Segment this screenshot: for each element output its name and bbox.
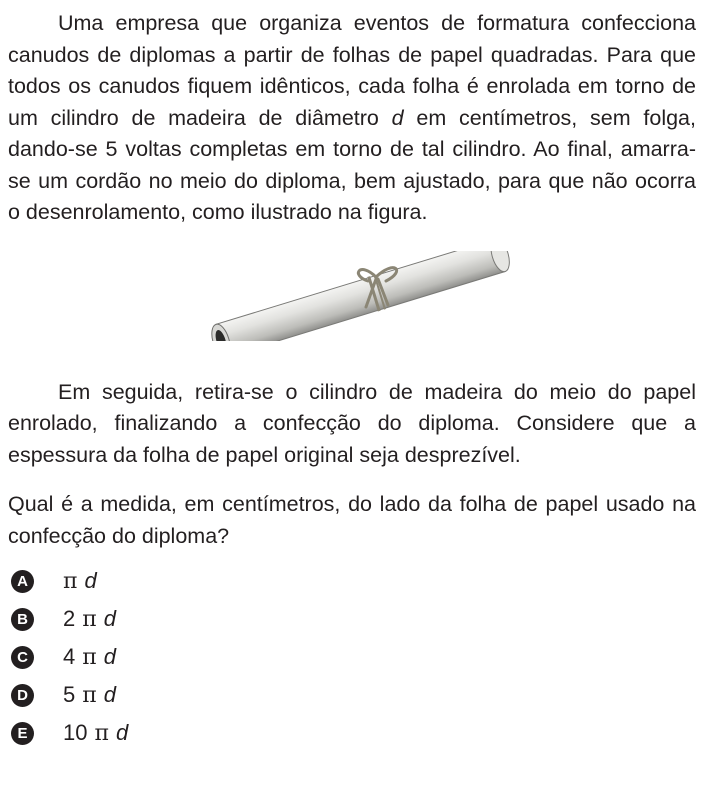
intro-text-end: em centímetros, sem folga, dando-se 5 voltas completas em torno de tal cilindro. Ao final, amarra-se um cordão no meio do diploma, bem ajustado, para que não ocorra o desenrolamento, como ilustrado na figura.	[8, 105, 696, 224]
option-badge: E	[11, 722, 34, 745]
answer-options	[8, 562, 696, 752]
option-badge: A	[11, 570, 34, 593]
option-c[interactable]	[8, 638, 696, 676]
option-text	[63, 568, 97, 594]
question-paragraph-continuation: Em seguida, retira-se o cilindro de madeira do meio do papel enrolado, finalizando a confecção do diploma. Considere que a espessura da folha de papel original seja desprezível.	[8, 379, 696, 467]
option-badge: C	[11, 646, 34, 669]
option-e[interactable]	[8, 714, 696, 752]
variable-d: d	[391, 105, 404, 130]
variable-d: d	[103, 644, 116, 669]
option-badge: B	[11, 608, 34, 631]
option-b[interactable]	[8, 600, 696, 638]
pi-symbol: π	[82, 683, 97, 708]
option-badge: D	[11, 684, 34, 707]
pi-symbol: π	[94, 721, 109, 746]
variable-d: d	[103, 606, 116, 631]
pi-symbol: π	[63, 569, 78, 594]
option-coefficient: 10	[63, 720, 88, 745]
option-a[interactable]	[8, 562, 696, 600]
option-text	[63, 644, 116, 670]
option-d[interactable]	[8, 676, 696, 714]
variable-d: d	[115, 720, 129, 745]
question-paragraph-intro	[8, 8, 696, 229]
variable-d: d	[84, 568, 97, 593]
option-text	[63, 606, 116, 632]
rolled-diploma-icon	[200, 251, 520, 341]
option-text	[63, 682, 116, 708]
question-page	[8, 8, 696, 768]
option-text	[63, 720, 128, 746]
variable-d: d	[103, 682, 116, 707]
option-coefficient: 4	[63, 644, 76, 669]
question-prompt: Qual é a medida, em centímetros, do lado da folha de papel usado na confecção do diploma?	[8, 492, 696, 548]
option-coefficient: 5	[63, 682, 76, 707]
diploma-figure	[8, 233, 696, 371]
intro-text-start: Uma empresa que organiza eventos de formatura confecciona canudos de diplomas a partir de folhas de papel quadradas. Para que todos os canudos fiquem idênticos, cada folha é enrolada em torno de um cilindro de madeira de diâmetro	[8, 11, 696, 130]
pi-symbol: π	[82, 607, 97, 632]
option-coefficient: 2	[63, 606, 76, 631]
pi-symbol: π	[82, 645, 97, 670]
